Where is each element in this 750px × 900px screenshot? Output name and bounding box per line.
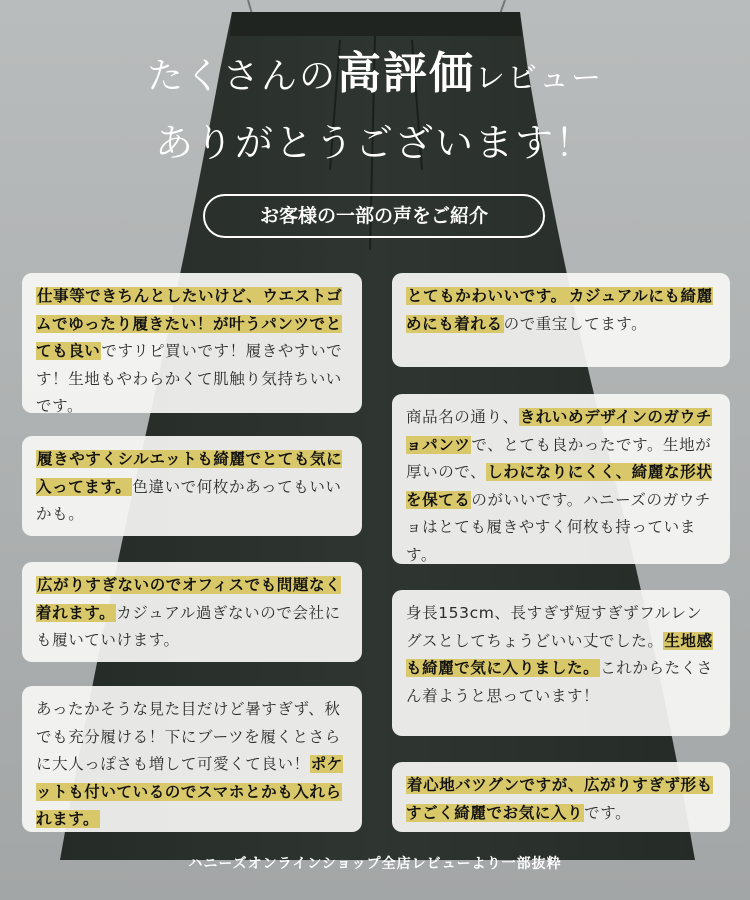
review-text-segment: です。 <box>584 803 632 822</box>
review-text <box>406 600 716 710</box>
headline-line-2: ありがとうございます！ <box>154 121 595 165</box>
review-text-segment: あったかそうな見た目だけど暑すぎず、秋でも充分履ける！下にブーツを履くとさらに大人っぽさも増して可愛くて良い！ <box>36 700 341 773</box>
highlighted-text: 生地感も綺麗で気に入りました。 <box>406 631 713 677</box>
review-card <box>392 394 730 564</box>
headline-emphasis: 高評価 <box>337 48 475 99</box>
review-text-segment: ですリピ買いです！履きやすいです！生地もやわらかくて肌触り気持ちいいです。 <box>36 342 343 415</box>
review-text-segment: のがいいです。ハニーズのガウチョはとても履きやすく何枚も持っています。 <box>406 490 711 564</box>
headline-prefix: たくさんの <box>146 56 337 97</box>
review-text <box>36 283 348 421</box>
highlighted-text: とてもかわいいです。 <box>407 287 567 305</box>
review-card <box>22 273 362 413</box>
review-text <box>36 572 348 655</box>
review-card <box>392 273 730 367</box>
source-note: ハニーズオンラインショップ全店レビューより一部抜粋 <box>188 856 562 872</box>
review-text <box>406 772 716 827</box>
review-text <box>406 283 716 338</box>
review-text-segment: で、とても良かったです。生地が厚いので、 <box>406 435 712 481</box>
highlighted-text: 広がりすぎないのでオフィスでも問題なく着れます。 <box>36 576 342 622</box>
review-card <box>22 686 362 832</box>
review-text-segment: 身長153cm、長すぎず短すぎずフルレングスとしてちょうどいい丈でした。 <box>406 604 703 650</box>
highlighted-text: しわになりにくく、綺麗な形状を保てる <box>406 463 713 509</box>
review-card <box>22 562 362 662</box>
highlighted-text: 仕事等できちんとしたいけど、ウエストゴムでゆったり履きたい！が叶うパンツでとても良い <box>36 287 343 360</box>
highlighted-text: ポケットも付いているのでスマホとかも入れられます。 <box>36 755 343 828</box>
review-card <box>392 590 730 736</box>
review-card <box>22 436 362 536</box>
highlighted-text: きれいめデザインのガウチョパンツ <box>406 408 712 454</box>
review-text <box>36 696 348 834</box>
review-text-segment: ので重宝してます。 <box>503 314 648 333</box>
review-card <box>392 762 730 832</box>
review-text-segment: カジュアル過ぎないので会社にも履いていけます。 <box>36 603 341 649</box>
highlighted-text: カジュアルにも綺麗めにも着れる <box>406 287 713 333</box>
highlighted-text: 履きやすくシルエットも綺麗でとても気に入ってます。 <box>36 450 343 496</box>
headline-suffix: レビュー <box>475 61 603 96</box>
headline-line-1 <box>0 44 750 109</box>
highlighted-text: 着心地バツグンですが、広がりすぎず形もすごく綺麗でお気に入り <box>406 776 713 822</box>
customer-voices-badge: お客様の一部の声をご紹介 <box>203 194 545 238</box>
review-text-segment: これからたくさん着ようと思っています！ <box>406 659 713 705</box>
review-text-segment: 商品名の通り、 <box>406 408 519 426</box>
review-text <box>406 404 716 569</box>
review-text <box>36 446 348 529</box>
review-text-segment: 色違いで何枚かあってもいいかも。 <box>36 477 342 523</box>
